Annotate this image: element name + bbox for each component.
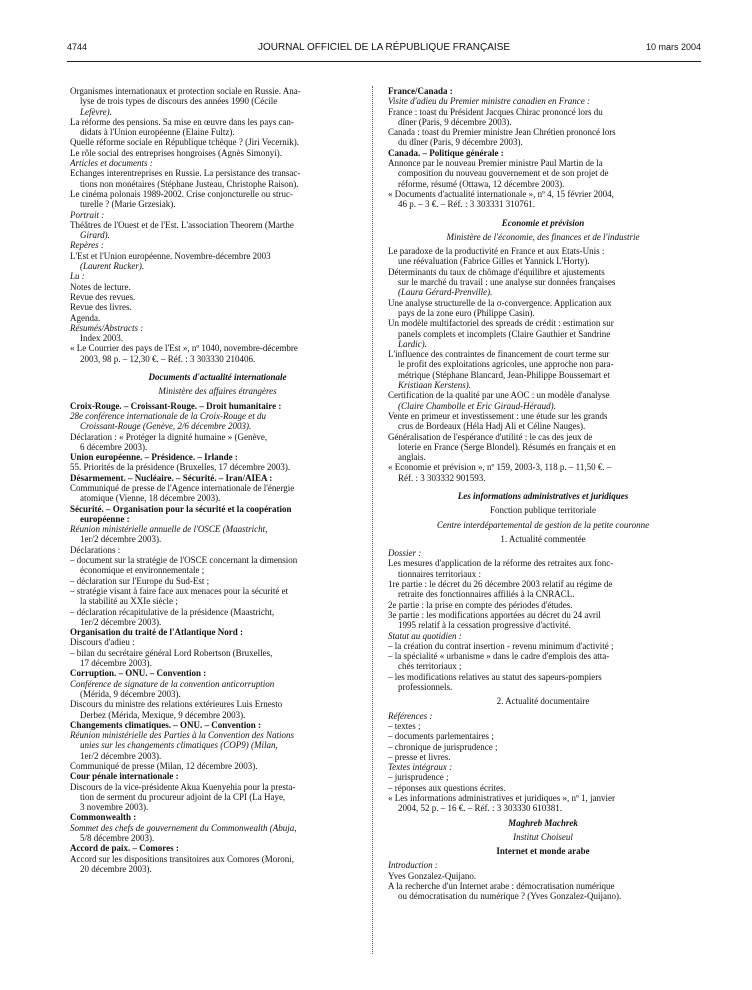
- text-line: Le paradoxe de la productivité en France et aux Etats-Unis :: [388, 246, 605, 257]
- text-line: – stratégie visant à faire face aux menaces pour la sécurité et: [70, 585, 289, 596]
- text-line: – réponses aux questions écrites.: [388, 782, 506, 793]
- text-line: sur le marché du travail : une analyse sur données françaises: [398, 277, 616, 288]
- text-line: – bilan du secrétaire général Lord Robertson (Bruxelles,: [70, 647, 273, 658]
- text-line: 20 décembre 2003).: [80, 863, 152, 874]
- text-line: lyse de trois types de discours des années 1990 (Cécile: [80, 96, 278, 107]
- text-line: 6 décembre 2003).: [80, 441, 148, 452]
- text-line: crus de Bordeaux (Héla Hadj Ali et Céline Nauges).: [398, 421, 586, 432]
- text-line: économique et environnementale ;: [80, 565, 205, 576]
- text-line: « Le Courrier des pays de l'Est », nº 1040, novembre-décembre: [70, 343, 298, 354]
- text-line: Croissant-Rouge (Genève, 2/6 décembre 2003).: [80, 421, 252, 432]
- text-line: – la création du contrat insertion - revenu minimum d'activité ;: [388, 640, 614, 651]
- text-line: – déclaration récapitulative de la présidence (Maastricht,: [70, 606, 275, 617]
- text-line: – les modifications relatives au statut des sapeurs-pompiers: [388, 671, 602, 682]
- text-line: – jurisprudence ;: [388, 772, 449, 783]
- text-line: Annonce par le nouveau Premier ministre Paul Martin de la: [388, 158, 603, 169]
- text-line: professionnels.: [398, 682, 453, 693]
- text-line: Echanges interentreprises en Russie. La persistance des transac-: [70, 168, 301, 179]
- page-header: [67, 42, 701, 56]
- text-line: (Claire Chambolle et Eric Giraud-Héraud).: [398, 400, 556, 411]
- text-line: Généralisation de l'espérance d'utilité : le cas des jeux de: [388, 431, 593, 442]
- text-line: Le cinéma polonais 1989-2002. Crise conjoncturelle ou struc-: [70, 188, 293, 199]
- text-line: Internet et monde arabe: [496, 846, 590, 857]
- text-line: Maghreb Machrek: [508, 817, 578, 828]
- text-line: 5/8 décembre 2003).: [80, 833, 155, 844]
- text-line: Union européenne. – Présidence. – Irlande :: [70, 452, 238, 463]
- text-line: Réunion ministérielle annuelle de l'OSCE (Maastricht,: [70, 524, 268, 535]
- text-line: 3e partie : les modifications apportées au décret du 24 avril: [388, 609, 601, 620]
- spacer: [388, 483, 698, 491]
- text-line: Derbez (Mérida, Mexique, 9 décembre 2003).: [80, 709, 246, 720]
- text-line: Lu :: [70, 271, 85, 282]
- text-line: panels complets et incomplets (Claire Gauthier et Sandrine: [398, 328, 611, 339]
- text-line: Sommet des chefs de gouvernement du Commonwealth (Abuja,: [70, 822, 297, 833]
- text-line: tions non monétaires (Stéphane Justeau, Christophe Raison).: [80, 178, 299, 189]
- text-line: anglais.: [398, 452, 426, 463]
- text-line: Une analyse structurelle de la σ-convergence. Application aux: [388, 297, 612, 308]
- text-line: Commonwealth :: [70, 812, 137, 823]
- text-line: (Mérida, 9 décembre 2003).: [80, 688, 181, 699]
- text-line: Notes de lecture.: [70, 281, 131, 292]
- text-line: atomique (Vienne, 18 décembre 2003).: [80, 493, 221, 504]
- text-line: Girard).: [80, 230, 110, 241]
- text-line: Revue des revues.: [70, 291, 136, 302]
- text-line: Résumés/Abstracts :: [70, 322, 144, 333]
- text-line: du dîner (Paris, 9 décembre 2003).: [398, 137, 523, 148]
- text-line: Quelle réforme sociale en République tchèque ? (Jiri Vecernik).: [70, 137, 299, 148]
- text-line: Fonction publique territoriale: [490, 505, 596, 516]
- text-line: – documents parlementaires ;: [388, 731, 494, 742]
- text-line: Le rôle social des entreprises hongroises (Agnès Simonyi).: [70, 147, 282, 158]
- text-line: Discours d'adieu :: [70, 637, 135, 648]
- text-line: pays de la zone euro (Philippe Casin).: [398, 307, 535, 318]
- text-line: Les informations administratives et juridiques: [457, 490, 629, 501]
- text-line: Canada : toast du Premier ministre Jean Chrétien prononcé lors: [388, 127, 616, 138]
- text-line: Index 2003.: [80, 333, 123, 344]
- text-line: L'Est et l'Union européenne. Novembre-décembre 2003: [70, 250, 271, 261]
- text-line: 1er/2 décembre 2003).: [80, 750, 162, 761]
- text-line: Accord de paix. – Comores :: [70, 843, 179, 854]
- page-number: 4744: [67, 42, 88, 52]
- column-separator: [372, 86, 373, 954]
- text-line: – déclaration sur l'Europe du Sud-Est ;: [70, 575, 210, 586]
- text-line: Institut Choiseul: [513, 831, 573, 842]
- text-line: (Laura Gérard-Prenville).: [398, 287, 493, 298]
- text-line: Références :: [388, 710, 433, 721]
- spacer: [388, 210, 698, 218]
- text-line: – presse et livres.: [388, 751, 451, 762]
- issue-date: 10 mars 2004: [645, 42, 701, 52]
- text-line: Conférence de signature de la convention anticorruption: [70, 678, 275, 689]
- text-line: Statut au quotidien :: [388, 630, 462, 641]
- text-line: 28e conférence internationale de la Croix-Rouge et du: [70, 410, 267, 421]
- text-line: Déclaration : « Protéger la dignité humaine » (Genève,: [70, 431, 268, 442]
- text-line: dîner (Paris, 9 décembre 2003).: [398, 116, 512, 127]
- text-line: turelle ? (Marie Grzesiak).: [80, 199, 176, 210]
- text-line: Agenda.: [70, 312, 101, 323]
- text-line: 1er/2 décembre 2003).: [80, 534, 162, 545]
- text-line: Organismes internationaux et protection sociale en Russie. Ana-: [70, 86, 301, 96]
- text-line: – la spécialité « urbanisme » dans le cadre d'emplois des atta-: [388, 651, 610, 662]
- text-line: Cour pénale internationale :: [70, 771, 179, 782]
- text-line: Théâtres de l'Ouest et de l'Est. L'association Theorem (Marthe: [70, 219, 294, 230]
- text-line: Corruption. – ONU. – Convention :: [70, 668, 207, 679]
- text-line: Centre interdépartemental de gestion de la petite couronne: [436, 519, 650, 530]
- text-line: « Economie et prévision », nº 159, 2003-3, 118 p. – 11,50 €. –: [388, 462, 612, 473]
- text-line: 1995 relatif à la cessation progressive d'activité.: [398, 620, 571, 631]
- text-line: le profit des exploitations agricoles, une approche non para-: [398, 359, 614, 370]
- text-line: Discours de la vice-présidente Akua Kuenyehia pour la presta-: [70, 781, 296, 792]
- text-line: 2003, 98 p. – 12,30 €. – Réf. : 3 303330 210406.: [80, 353, 256, 364]
- journal-title: JOURNAL OFFICIEL DE LA RÉPUBLIQUE FRANÇAISE: [257, 42, 511, 53]
- text-line: Organisation du traité de l'Atlantique Nord :: [70, 627, 244, 638]
- text-line: Revue des livres.: [70, 302, 132, 313]
- text-line: 1er/2 décembre 2003).: [80, 616, 162, 627]
- text-line: européenne :: [80, 513, 130, 524]
- left-column: [70, 86, 365, 874]
- text-line: Introduction :: [388, 860, 438, 871]
- text-line: 1. Actualité commentée: [500, 533, 586, 544]
- text-line: Croix-Rouge. – Croissant-Rouge. – Droit humanitaire :: [70, 400, 282, 411]
- text-line: 3 novembre 2003).: [80, 802, 149, 813]
- text-line: Lardic).: [398, 338, 427, 349]
- text-line: 2. Actualité documentaire: [496, 696, 590, 707]
- text-line: 46 p. – 3 €. – Réf. : 3 303331 310761.: [398, 199, 535, 210]
- text-line: composition du nouveau gouvernement et de son projet de: [398, 168, 609, 179]
- text-line: tionnaires territoriaux :: [398, 568, 481, 579]
- spacer: [70, 364, 365, 372]
- text-line: 1re partie : le décret du 26 décembre 2003 relatif au régime de: [388, 579, 613, 590]
- text-line: – chronique de jurisprudence ;: [388, 741, 498, 752]
- text-line: 2004, 52 p. – 16 €. – Réf. : 3 303330 610381.: [398, 803, 562, 814]
- text-line: L'influence des contraintes de financement de court terme sur: [388, 349, 610, 360]
- text-line: Ministère des affaires étrangères: [158, 386, 277, 397]
- text-line: Portrait :: [70, 209, 105, 220]
- text-line: Un modèle multifactoriel des spreads de crédit : estimation sur: [388, 318, 614, 329]
- text-line: – document sur la stratégie de l'OSCE concernant la dimension: [70, 555, 298, 566]
- text-line: la stabilité au XXIe siècle ;: [80, 596, 178, 607]
- text-line: « Documents d'actualité internationale », nº 4, 15 février 2004,: [388, 188, 614, 199]
- text-line: Déclarations :: [70, 544, 121, 555]
- text-line: Certification de la qualité par une AOC : un modèle d'analyse: [388, 390, 610, 401]
- text-line: Vente en primeur et investissement : une étude sur les grands: [388, 410, 608, 421]
- text-line: Changements climatiques. – ONU. – Convention :: [70, 719, 262, 730]
- text-line: Canada. – Politique générale :: [388, 147, 504, 158]
- text-line: Accord sur les dispositions transitoires aux Comores (Moroni,: [70, 853, 294, 864]
- text-line: Documents d'actualité internationale: [148, 372, 287, 383]
- text-line: (Laurent Rucker).: [80, 261, 145, 272]
- text-line: Communiqué de presse (Milan, 12 décembre 2003).: [70, 761, 258, 771]
- text-line: retraite des fonctionnaires affiliés à la CNRACL.: [398, 589, 575, 600]
- text-line: 2e partie : la prise en compte des périodes d'études.: [388, 599, 573, 610]
- text-line: tion de serment du procureur adjoint de la CPI (La Haye,: [80, 791, 286, 802]
- text-line: A la recherche d'un Internet arabe : démocratisation numérique: [388, 881, 615, 892]
- text-line: La réforme des pensions. Sa mise en œuvre dans les pays can-: [70, 116, 294, 127]
- text-line: 17 décembre 2003).: [80, 658, 152, 669]
- text-line: réforme, résumé (Ottawa, 12 décembre 2003).: [398, 178, 565, 189]
- text-line: Repères :: [70, 240, 104, 251]
- text-line: unies sur les changements climatiques (COP9) (Milan,: [80, 740, 278, 751]
- text-line: Dossier :: [388, 548, 422, 559]
- text-line: Textes intégraux :: [388, 762, 453, 773]
- text-line: 55. Priorités de la présidence (Bruxelles, 17 décembre 2003).: [70, 462, 291, 473]
- right-column: [388, 86, 698, 902]
- text-line: France : toast du Président Jacques Chirac prononcé lors du: [388, 106, 603, 117]
- text-line: ou démocratisation du numérique ? (Yves Gonzalez-Quijano).: [398, 891, 622, 902]
- text-line: Lefèvre).: [80, 106, 112, 117]
- text-line: loterie en France (Serge Blondel). Résumés en français et en: [398, 441, 616, 452]
- text-line: France/Canada :: [388, 86, 453, 96]
- text-line: « Les informations administratives et juridiques », nº 1, janvier: [388, 793, 615, 803]
- text-line: Communiqué de presse de l'Agence internationale de l'énergie: [70, 482, 295, 493]
- header-rule: [67, 61, 701, 62]
- text-line: Kristiaan Kerstens).: [398, 380, 472, 391]
- text-line: Discours du ministre des relations extérieures Luis Ernesto: [70, 699, 283, 710]
- text-line: Les mesures d'application de la réforme des retraites aux fonc-: [388, 558, 614, 569]
- text-line: Réf. : 3 303332 901593.: [398, 472, 486, 483]
- text-line: métrique (Stéphane Blancard, Jean-Philippe Boussemart et: [398, 369, 610, 380]
- text-line: Déterminants du taux de chômage d'équilibre et ajustements: [388, 266, 605, 277]
- text-line: Economie et prévision: [501, 217, 585, 228]
- text-line: chés territoriaux ;: [398, 661, 462, 672]
- text-line: une réévaluation (Fabrice Gilles et Yannick L'Horty).: [398, 256, 590, 267]
- text-line: didats à l'Union européenne (Elaine Fultz).: [80, 127, 235, 138]
- text-line: Désarmement. – Nucléaire. – Sécurité. – Iran/AIEA :: [70, 472, 273, 483]
- text-line: – textes ;: [388, 720, 421, 731]
- text-line: Yves Gonzalez-Quijano.: [388, 870, 477, 881]
- text-line: Articles et documents :: [70, 158, 153, 169]
- text-line: Sécurité. – Organisation pour la sécurité et la coopération: [70, 503, 292, 514]
- text-line: Ministère de l'économie, des finances et de l'industrie: [446, 231, 640, 242]
- text-line: Réunion ministérielle des Parties à la Convention des Nations: [70, 730, 294, 741]
- text-line: Visite d'adieu du Premier ministre canadien en France :: [388, 96, 591, 107]
